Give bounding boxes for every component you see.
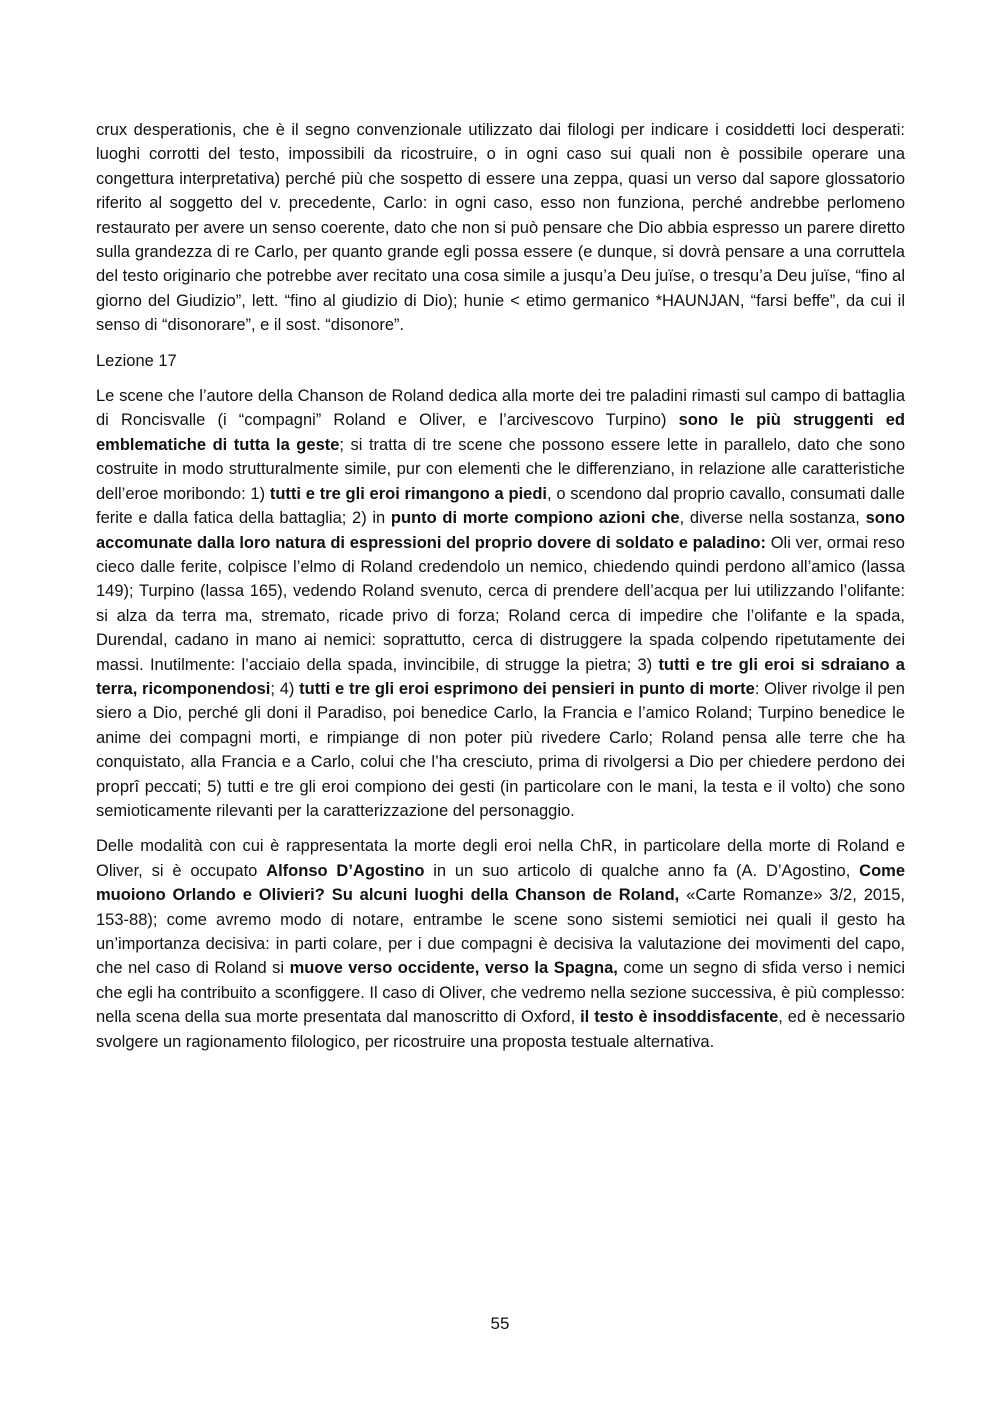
text-run: Le scene che l’autore della Chanson de Roland dedica alla morte dei tre paladini rimasti sul campo di battaglia di Roncisvalle (i “compagni” Roland e Oliver, e l’arcivescovo Turpino)	[96, 387, 905, 430]
bold-emphasis: sono accomunate dalla loro natura di espressioni del proprio dovere di soldato e paladino:	[96, 509, 905, 552]
page-body	[96, 118, 905, 1054]
text-run: , o scendono dal proprio cavallo, consumati dalle ferite e dalla fatica della battaglia; 2) in	[96, 484, 905, 528]
bold-emphasis: tutti e tre gli eroi esprimono dei pensieri in punto di morte	[299, 679, 755, 698]
bold-emphasis: Alfonso D’Agostino	[266, 861, 425, 880]
text-run: Oli ver, ormai reso cieco dalle ferite, colpisce l’elmo di Roland credendolo un nemico, chiedendo quindi perdono all’amico (lassa 149); Turpino (lassa 165), vedendo Roland svenuto, cerca di prendere dell’acqua per lui utilizzando l’olifante: si alza da terra ma, stremato, ricade privo di forza; Roland cerca di impedire che l’olifante e la spada, Durendal, cadano in mano ai nemici: soprattutto, cerca di distruggere la spada colpendo ripetutamente dei massi. Inutilmente: l’acciaio della spada, invincibile, di strugge la pietra; 3)	[96, 533, 905, 674]
lesson-heading	[96, 349, 905, 373]
text-run: Lezione 17	[96, 351, 177, 370]
text-run: ; si tratta di tre scene che possono essere lette in parallelo, dato che sono costruite in modo strutturalmente simile, pur con elementi che le differenziano, in relazione alle caratteristiche dell’eroe moribondo: 1)	[96, 435, 905, 503]
text-run: : Oliver rivolge il pen siero a Dio, perché gli doni il Paradiso, poi benedice Carlo, la Francia e l’amico Roland; Turpino benedice le anime dei compagni morti, e rimpiange di non poter più rivedere Carlo; Roland pensa alle terre che ha conquistato, alla Francia e a Carlo, colui che l’ha cresciuto, prima di rivolgersi a Dio per chiedere perdono dei proprî peccati; 5) tutti e tre gli eroi compiono dei gesti (in particolare con le mani, la testa e il volto) che sono semioticamente rilevanti per la caratterizzazione del personaggio.	[96, 679, 905, 820]
page-number: 55	[490, 1314, 510, 1333]
bold-emphasis: Come muoiono Orlando e Olivieri? Su alcuni luoghi della Chanson de Roland,	[96, 861, 905, 905]
text-run: ; 4)	[270, 679, 300, 698]
bold-emphasis: sono le più struggenti ed emblematiche di tutta la geste	[96, 411, 905, 454]
paragraph-dagostino-article	[96, 834, 905, 1054]
text-run: «Carte Romanze» 3/2, 2015, 153-88); come avremo modo di notare, entrambe le scene sono sistemi semiotici nei quali il gesto ha un’importanza decisiva: in parti colare, per i due compagni è decisiva la valutazione dei movimenti del capo, che nel caso di Roland si	[96, 886, 906, 978]
text-run: , diverse nella sostanza,	[679, 509, 866, 528]
bold-emphasis: muove verso occidente, verso la Spagna,	[289, 959, 618, 978]
paragraph-death-scenes	[96, 384, 905, 823]
bold-emphasis: tutti e tre gli eroi si sdraiano a terra, ricomponendosi	[96, 655, 905, 698]
text-run: Delle modalità con cui è rappresentata la morte degli eroi nella ChR, in particolare della morte di Roland e Oliver, si è occupato	[96, 837, 905, 880]
text-run: crux desperationis, che è il segno convenzionale utilizzato dai filologi per indicare i cosiddetti loci desperati: luoghi corrotti del testo, impossibili da ricostruire, o in ogni caso sui quali non è possibile operare una congettura interpretativa) perché più che sospetto di essere una zeppa, quasi un verso dal sapore glossatorio riferito al soggetto del v. precedente, Carlo: in ogni caso, esso non funziona, perché andrebbe perlomeno restaurato per avere un senso coerente, dato che non si può pensare che Dio abbia espresso un parere diretto sulla grandezza di re Carlo, per quanto grande egli possa essere (e dunque, si dovrà pensare a una corruttela del testo originario che potrebbe aver recitato una cosa simile a jusqu’a Deu juïse, o tresqu’a Deu juïse, “fino al giorno del Giudizio”, lett. “fino al giudizio di Dio); hunie < etimo germanico *HAUNJAN, “farsi beffe”, da cui il senso di “disonorare”, e il sost. “disonore”.	[96, 121, 906, 335]
text-run: come un segno di sfida verso i nemici che egli ha contribuito a sconfiggere. Il caso di Oliver, che vedremo nella sezione successiva, è più complesso: nella scena della sua morte presentata dal manoscritto di Oxford,	[96, 959, 905, 1027]
text-run: in un suo articolo di qualche anno fa (A. D’Agostino,	[424, 861, 860, 880]
paragraph-continuation	[96, 118, 905, 338]
bold-emphasis: tutti e tre gli eroi rimangono a piedi	[269, 484, 547, 503]
text-run: , ed è necessario svolgere un ragionamento filologico, per ricostruire una proposta testuale alternativa.	[96, 1008, 905, 1051]
bold-emphasis: punto di morte compiono azioni che	[390, 509, 680, 528]
bold-emphasis: il testo è insoddisfacente	[580, 1008, 779, 1027]
